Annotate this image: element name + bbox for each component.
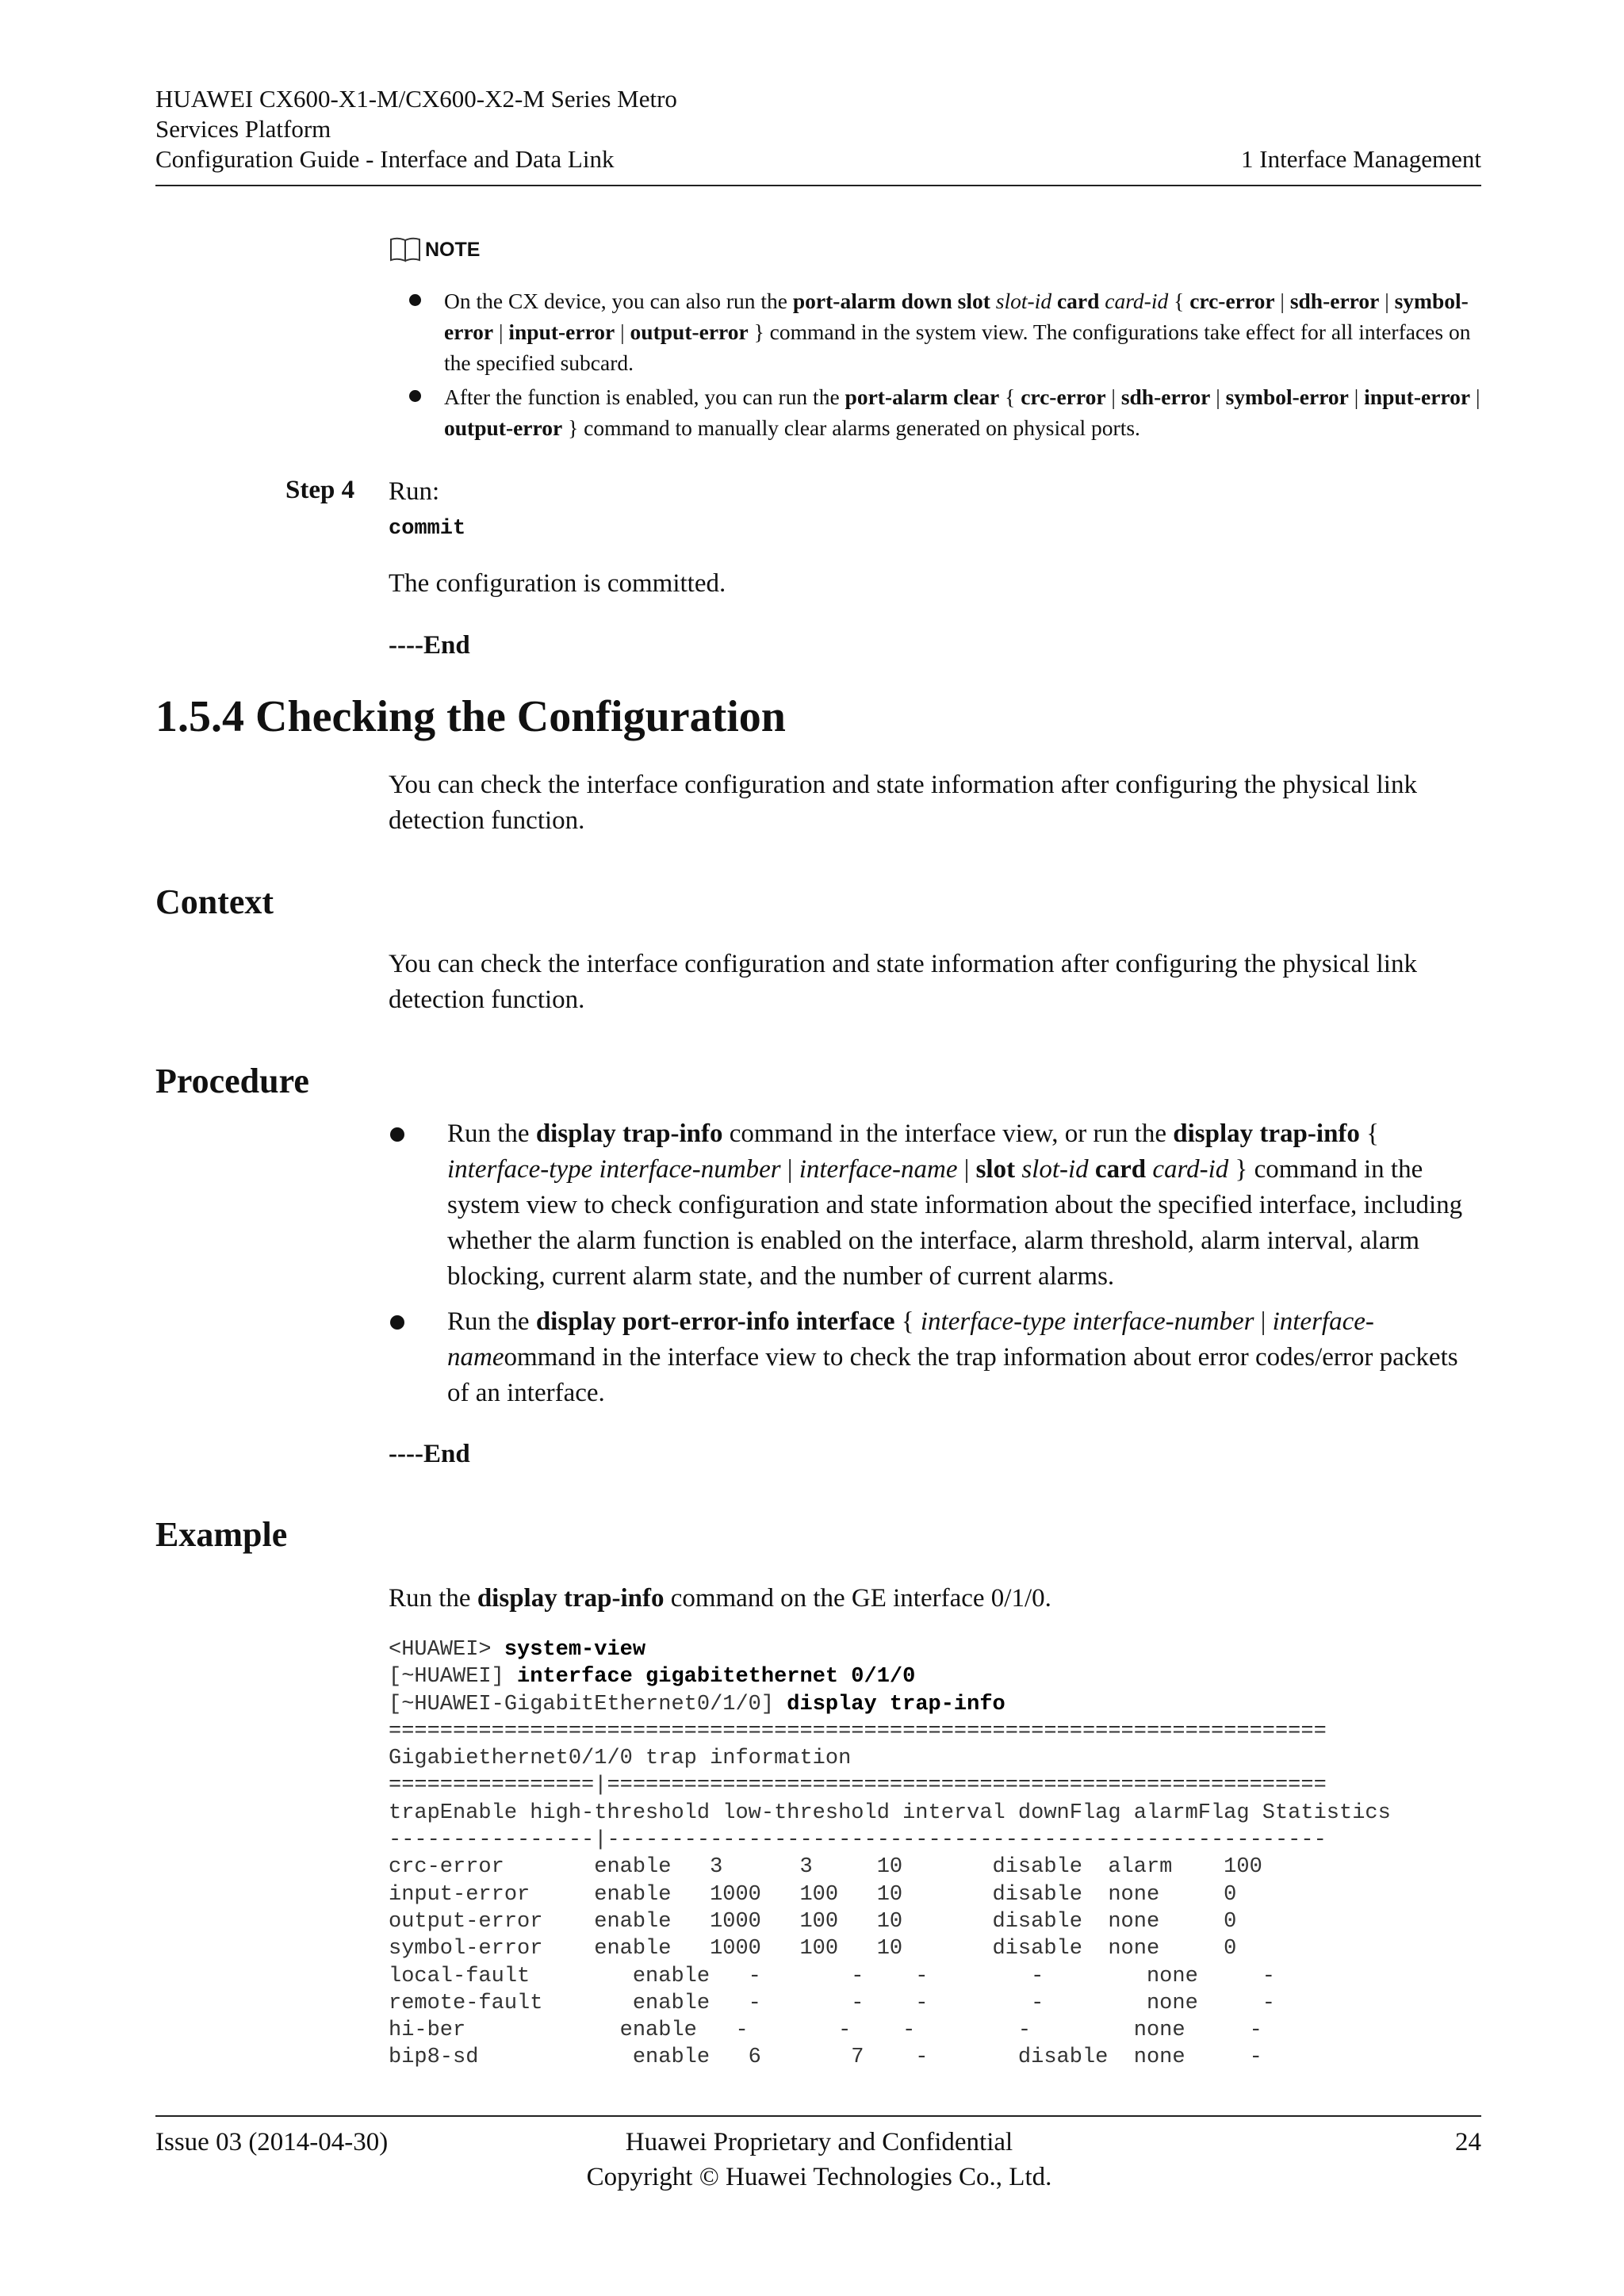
footer-issue: Issue 03 (2014-04-30) — [155, 2128, 389, 2156]
example-heading: Example — [155, 1515, 288, 1554]
procedure-end: ----End — [389, 1440, 470, 1468]
section-intro: You can check the interface configuration and state information after configuring the physical link detection function. — [389, 771, 1417, 835]
note-list — [444, 285, 1481, 446]
bullet-icon — [409, 390, 421, 402]
page-header — [155, 84, 1481, 174]
note-label: NOTE — [389, 236, 480, 263]
footer-center — [492, 2125, 1147, 2195]
header-product-line1: HUAWEI CX600-X1-M/CX600-X2-M Series Metro — [155, 85, 677, 113]
note-item: On the CX device, you can also run the port-alarm down slot slot-id card card-id { crc-error | sdh-error | symbol-error | input-error | output-error } command in the system view. The configurations take effect for all interfaces on the specified subcard. — [444, 285, 1481, 378]
example-intro: Run the display trap-info command on the GE interface 0/1/0. — [389, 1584, 1051, 1613]
step-label: Step 4 — [285, 476, 355, 504]
footer-confidential: Huawei Proprietary and Confidential — [625, 2128, 1013, 2156]
bullet-icon — [390, 1315, 404, 1330]
step-run-text: Run: — [389, 477, 440, 506]
header-guide-title: Configuration Guide - Interface and Data Link — [155, 145, 615, 173]
bullet-icon — [390, 1127, 404, 1142]
procedure-item: Run the display trap-info command in the interface view, or run the display trap-info { interface-type interface-number | interface-name | slot slot-id card card-id } command in the system view to check configuration and state information about the specified interface, including whether the alarm function is enabled on the interface, alarm threshold, alarm interval, alarm blocking, current alarm state, and the number of current alarms. — [447, 1116, 1481, 1295]
footer-copyright: Copyright © Huawei Technologies Co., Ltd. — [586, 2163, 1052, 2191]
header-product-line2: Services Platform — [155, 115, 331, 143]
footer-page-number: 24 — [1455, 2128, 1481, 2156]
section-title: 1.5.4 Checking the Configuration — [155, 692, 786, 741]
code-block: <HUAWEI> system-view [~HUAWEI] interface gigabitethernet 0/1/0 [~HUAWEI-GigabitEthernet0/1/0] display trap-info ========================================================================= Gigabiethernet0/1/0 trap information ================|======================================================== trapEnable high-threshold low-threshold interval downFlag alarmFlag Statistics ----------------|-------------------------------------------------------- crc-error enable 3 3 10 disable alarm 100 input-error enable 1000 100 10 disable none 0 output-error enable 1000 100 10 disable none 0 symbol-error enable 1000 100 10 disable none 0 local-fault enable - - - - none - remote-fault enable - - - - none - hi-ber enable - - - - none - bip8-sd enable 6 7 - disable none - — [389, 1638, 1391, 2070]
step-command: commit — [389, 517, 466, 541]
step-result: The configuration is committed. — [389, 569, 726, 598]
procedure-heading: Procedure — [155, 1062, 309, 1100]
context-heading: Context — [155, 882, 274, 921]
procedure-item: Run the display port-error-info interface { interface-type interface-number | interface-nameommand in the interface view to check the trap information about error codes/error packets of an interface. — [447, 1304, 1481, 1411]
footer-divider — [155, 2115, 1481, 2117]
note-item: After the function is enabled, you can run the port-alarm clear { crc-error | sdh-error | symbol-error | input-error | output-error } command to manually clear alarms generated on physical ports. — [444, 381, 1481, 443]
bullet-icon — [409, 294, 421, 306]
book-icon — [389, 236, 423, 263]
header-section: 1 Interface Management — [1241, 145, 1481, 173]
code-output: ========================================================================= Gigabiethernet0/1/0 trap information ================|======================================================== trapEnable high-threshold low-threshold interval downFlag alarmFlag Statistics ----------------|-------------------------------------------------------- crc-error enable 3 3 10 disable alarm 100 input-error enable 1000 100 10 disable none 0 output-error enable 1000 100 10 disable none 0 symbol-error enable 1000 100 10 disable none 0 local-fault enable - - - - none - remote-fault enable - - - - none - hi-ber enable - - - - none - bip8-sd enable 6 7 - disable none - — [389, 1719, 1391, 2070]
context-text: You can check the interface configuration and state information after configuring the physical link detection function. — [389, 950, 1417, 1014]
header-divider — [155, 185, 1481, 186]
step-end: ----End — [389, 631, 470, 660]
procedure-list — [447, 1116, 1481, 1421]
